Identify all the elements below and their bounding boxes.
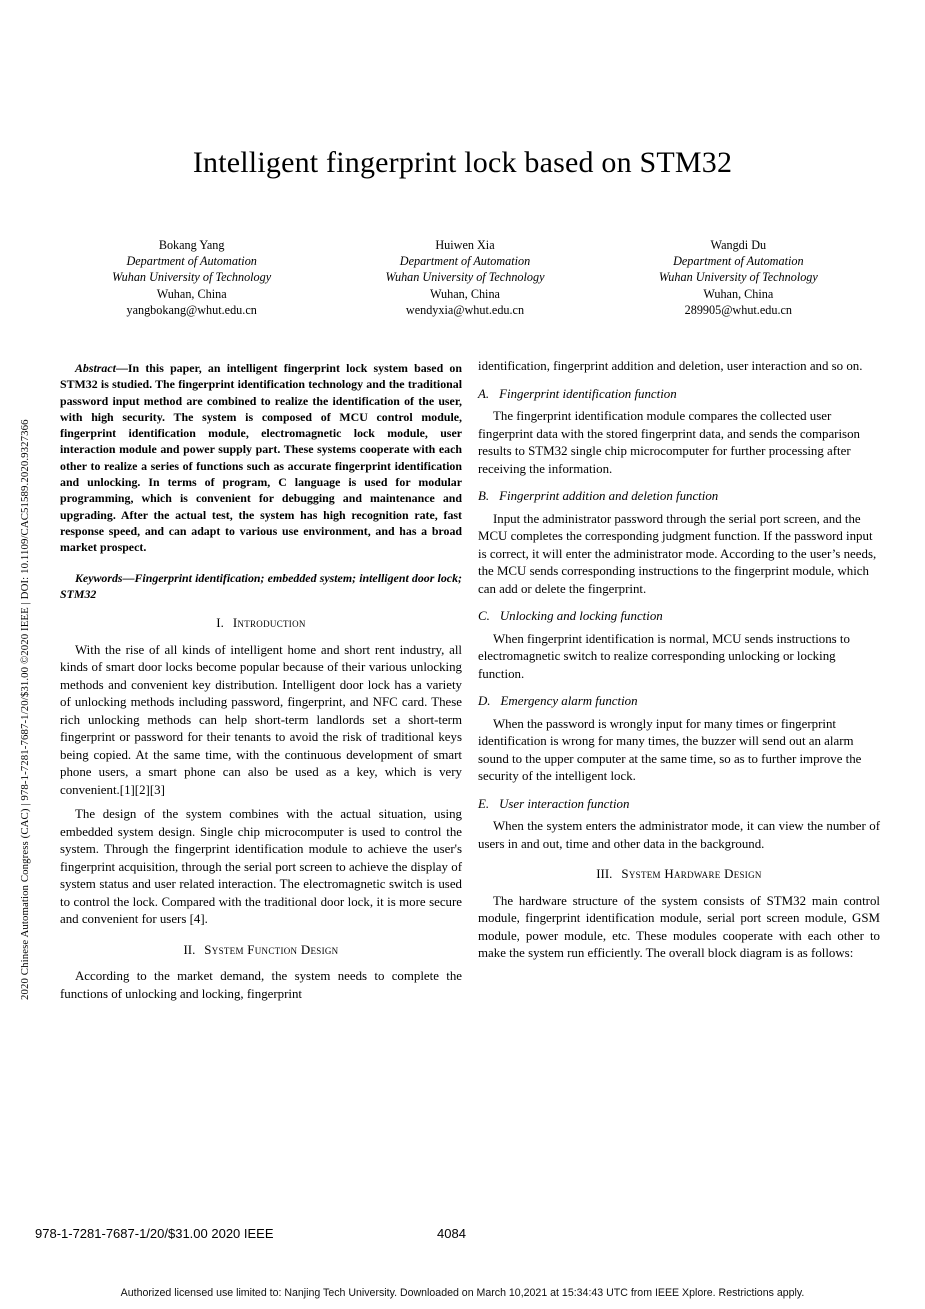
- abstract-paragraph: [60, 360, 462, 556]
- author-city: Wuhan, China: [703, 286, 774, 301]
- keywords-paragraph: [60, 570, 462, 603]
- introduction-paragraph-2: The design of the system combines with the actual situation, using embedded system design. Single chip microcomputer is used to control the system. Through the fingerprint identification module to achieve the user's fingerprint acquisition, through the serial port screen to achieve the display of system status and user related interaction. The electromagnetic switch is used to control the lock. Compared with the traditional door lock, it is more secure and convenient for users [4].: [60, 807, 462, 927]
- subsection-d-heading: [478, 693, 880, 711]
- hardware-design-paragraph: The hardware structure of the system consists of STM32 main control module, fingerprint identification module, serial port screen module, GSM module, power module, etc. These modules cooperate with each other to make the system run efficiently. The overall block diagram is as follows:: [478, 893, 880, 960]
- author-department: Department of Automation: [126, 254, 257, 269]
- author-university: Wuhan University of Technology: [385, 270, 545, 285]
- subsection-b-paragraph: Input the administrator password through the serial port screen, and the MCU completes the corresponding judgment function. If the password input is correct, it will enter the administrator mode. According to the user’s needs, the MCU sends corresponding instructions to the fingerprint module, which can add or delete the fingerprint.: [478, 511, 877, 596]
- author-block: [55, 237, 875, 318]
- keywords-label: Keywords: [75, 570, 123, 585]
- section-heading-function-design: [60, 942, 462, 960]
- subsection-c-paragraph: When fingerprint identification is normal, MCU sends instructions to electromagnetic switch to realize corresponding unlocking or locking function.: [478, 631, 850, 681]
- paper-title: Intelligent fingerprint lock based on STM32: [192, 146, 733, 180]
- subsection-a-heading: [478, 386, 880, 404]
- subsection-b-heading: [478, 488, 880, 506]
- function-design-paragraph: According to the market demand, the system needs to complete the functions of unlocking and locking, fingerprint: [60, 969, 462, 1001]
- author-email: yangbokang@whut.edu.cn: [126, 302, 257, 317]
- abstract-dash: —: [115, 361, 128, 375]
- subsection-number: E.: [478, 796, 490, 811]
- subsection-title: Unlocking and locking function: [499, 609, 663, 623]
- author-university: Wuhan University of Technology: [658, 270, 818, 285]
- section-heading-hardware-design: [478, 866, 880, 884]
- subsection-e-paragraph: When the system enters the administrator mode, it can view the number of users in and out, time and other data in the background.: [478, 819, 880, 851]
- copyright-sidebar: 2020 Chinese Automation Congress (CAC) | 978-1-7281-7687-1/20/$31.00 ©2020 IEEE | DOI: 10.1109/CAC51589.2020.9327366: [19, 419, 31, 1000]
- subsection-c-heading: [478, 608, 880, 626]
- keywords-dash: —: [122, 570, 135, 585]
- author-name: Bokang Yang: [158, 238, 225, 252]
- author-city: Wuhan, China: [156, 286, 227, 301]
- subsection-title: Fingerprint addition and deletion function: [499, 489, 719, 503]
- subsection-a-paragraph: The fingerprint identification module compares the collected user fingerprint data with the stored fingerprint data, and sends the comparison results to STM32 single chip microcomputer for further processing after receiving the information.: [478, 409, 860, 476]
- author-name: Wangdi Du: [710, 238, 767, 252]
- license-notice: Authorized licensed use limited to: Nanjing Tech University. Downloaded on March 10,2021 at 15:34:43 UTC from IEEE Xplore. Restrictions apply.: [120, 1287, 805, 1299]
- footer-isbn: 978-1-7281-7687-1/20/$31.00 2020 IEEE: [35, 1226, 274, 1241]
- footer-page-number: 4084: [437, 1226, 466, 1241]
- abstract-text: In this paper, an intelligent fingerprint lock system based on STM32 is studied. The fingerprint identification technology and the traditional password input method are combined to realize the identification of the user, with high security. The system is composed of MCU control module, fingerprint identification module, electromagnetic lock module, user interaction module and power supply part. These systems cooperate with each other to realize a series of functions such as accurate fingerprint identification and unlocking. In terms of program, C language is used for modular programming, which is convenient for debugging and maintenance and upgrading. After the actual test, the system has high recognition rate, fast response speed, and can adapt to various use environment, and has a broad market prospect.: [60, 361, 462, 555]
- author-department: Department of Automation: [673, 254, 804, 269]
- keywords-text: Fingerprint identification; embedded system; intelligent door lock; STM32: [60, 570, 462, 601]
- introduction-paragraph-1: With the rise of all kinds of intelligent home and short rent industry, all kinds of smart door locks become popular because of their various unlocking methods and convenient key distribution. Intelligent door lock has a variety of unlocking methods including password, fingerprint, and NFC card. These rich unlocking methods can help short-term landlords set a short-term fingerprint or password for their tenants to avoid the risk of traditional keys being copied. At the same time, with the continuous development of smart phone users, a smart phone can also be used as a key, which is very convenient.[1][2][3]: [60, 642, 462, 797]
- section-number: I.: [216, 616, 224, 631]
- author-university: Wuhan University of Technology: [112, 270, 272, 285]
- section-number: II.: [183, 942, 196, 957]
- author-city: Wuhan, China: [430, 286, 500, 301]
- subsection-number: A.: [478, 386, 490, 401]
- author-email: wendyxia@whut.edu.cn: [405, 302, 525, 317]
- section-number: III.: [596, 867, 613, 881]
- author-2: [328, 237, 601, 318]
- section-heading-introduction: [60, 615, 462, 633]
- subsection-d-paragraph: When the password is wrongly input for many times or fingerprint identification is wrong for many times, the buzzer will send out an alarm sound to the upper computer at the same time, so as to further improve the security of the intelligent lock.: [478, 716, 862, 783]
- subsection-number: C.: [478, 609, 490, 623]
- subsection-number: B.: [478, 489, 490, 503]
- subsection-title: Emergency alarm function: [500, 694, 638, 708]
- author-department: Department of Automation: [399, 254, 531, 269]
- author-name: Huiwen Xia: [435, 238, 495, 252]
- author-email: 289905@whut.edu.cn: [684, 302, 792, 317]
- subsection-e-heading: [478, 796, 880, 814]
- left-column: [60, 360, 462, 1010]
- subsection-title: Fingerprint identification function: [499, 386, 677, 401]
- subsection-title: User interaction function: [499, 796, 630, 811]
- section-title: System Function Design: [204, 942, 339, 957]
- column-continuation-paragraph: identification, fingerprint addition and deletion, user interaction and so on.: [478, 359, 863, 373]
- section-title: Introduction: [232, 616, 306, 631]
- author-1: [55, 237, 328, 318]
- subsection-number: D.: [478, 694, 491, 708]
- section-title: System Hardware Design: [621, 867, 762, 881]
- author-3: [602, 237, 875, 318]
- abstract-label: Abstract: [75, 361, 116, 375]
- right-column: [478, 358, 880, 970]
